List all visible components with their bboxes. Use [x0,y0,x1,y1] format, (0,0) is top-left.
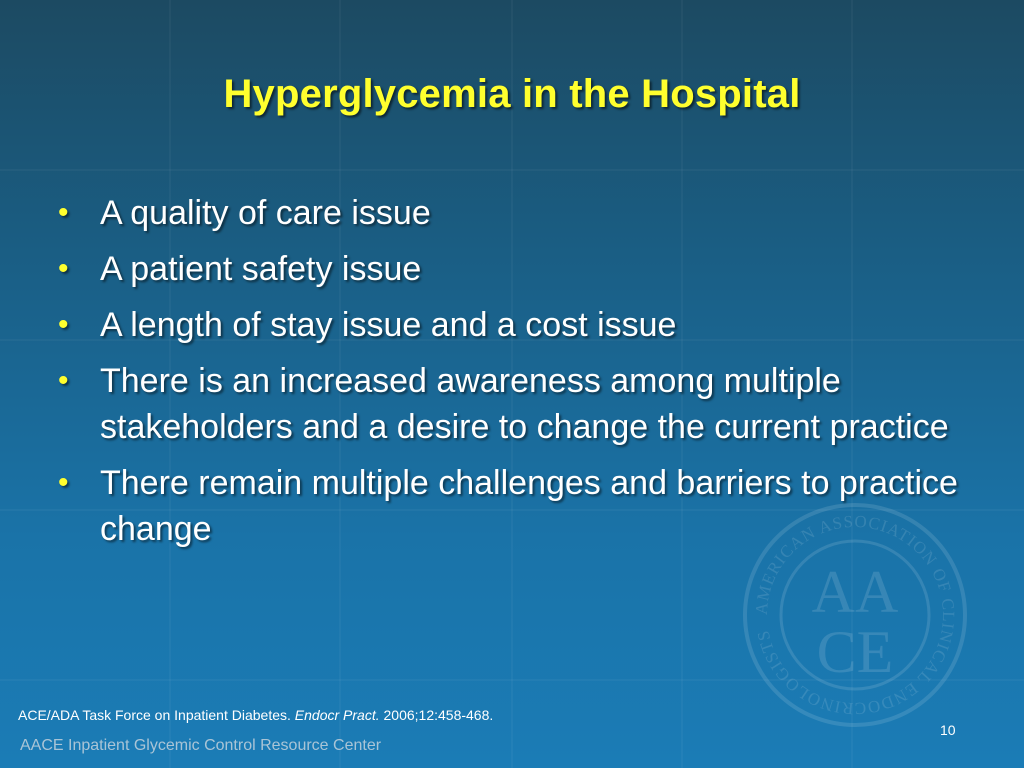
footer-text: AACE Inpatient Glycemic Control Resource Center [20,737,382,754]
bullet-dot: • [58,308,69,341]
bullet-dot: • [58,196,69,229]
bullet-item [58,190,988,236]
bullet-dot: • [58,466,69,499]
bullet-item [58,302,988,348]
bullet-item [58,246,988,292]
seal-letters-bottom: CE [816,619,894,685]
bullet-text: There remain multiple challenges and barriers to practice change [100,464,958,548]
citation [18,707,493,723]
citation-authors: ACE/ADA Task Force on Inpatient Diabetes. [18,707,291,723]
page-number: 10 [940,722,956,738]
bullet-text: A patient safety issue [100,250,422,288]
seal-ring-text: AMERICAN ASSOCIATION OF CLINICAL ENDOCRINOLOGISTS [751,511,959,719]
citation-details: 2006;12:458-468. [383,707,494,723]
bullet-text: A length of stay issue and a cost issue [100,306,677,344]
bullet-dot: • [58,364,69,397]
bullet-text: A quality of care issue [100,194,431,232]
bullet-text: There is an increased awareness among multiple stakeholders and a desire to change the current practice [100,362,949,446]
seal-letters-top: AA [811,559,899,625]
aace-seal-logo [740,500,970,730]
bullet-item [58,358,988,450]
bullet-dot: • [58,252,69,285]
slide-title: Hyperglycemia in the Hospital [223,72,801,116]
citation-journal: Endocr Pract. [294,707,380,723]
